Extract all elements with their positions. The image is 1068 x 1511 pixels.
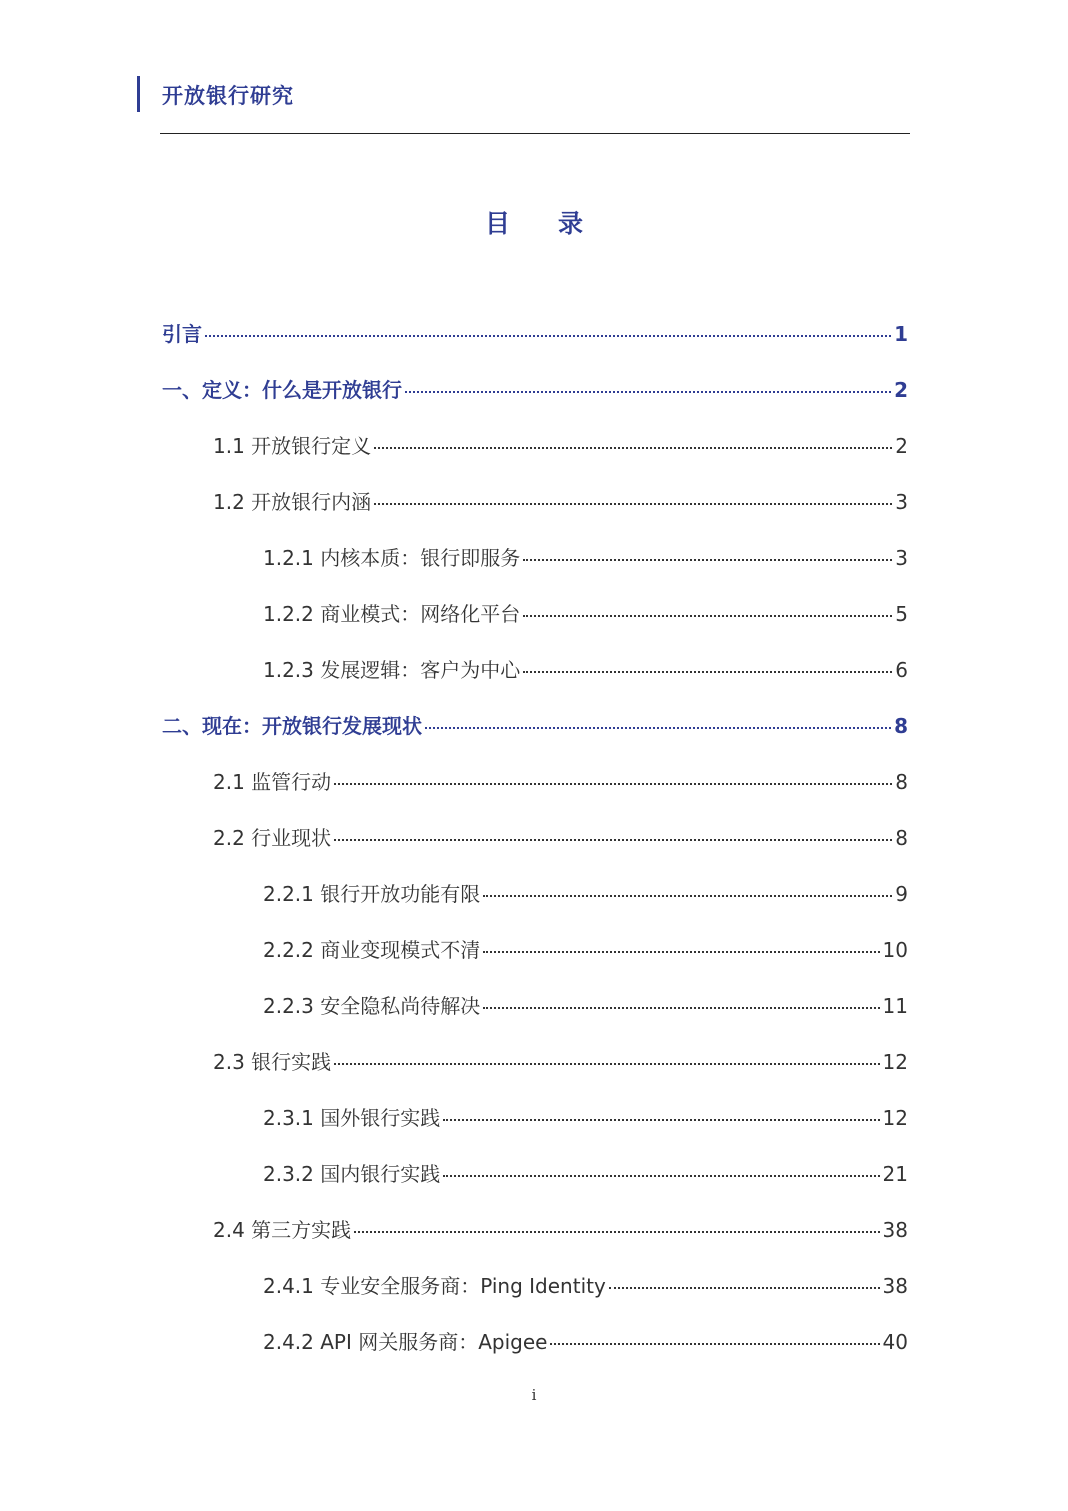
toc-entry-page: 2 <box>894 378 908 402</box>
toc-entry[interactable] <box>263 1270 908 1300</box>
toc-entry-label: 2.3.2 国内银行实践 <box>263 1162 441 1186</box>
toc-entry-label: 一、定义：什么是开放银行 <box>162 378 402 402</box>
toc-title: 目录 <box>484 209 631 238</box>
dot-leader <box>205 335 891 337</box>
toc-entry-page: 21 <box>882 1162 908 1186</box>
toc-entry-label: 2.2.2 商业变现模式不清 <box>263 938 481 962</box>
toc-entry-label: 2.2 行业现状 <box>213 826 332 850</box>
toc-entry-page: 38 <box>882 1218 908 1242</box>
dot-leader <box>609 1287 880 1289</box>
toc-entry[interactable] <box>162 374 908 404</box>
dot-leader <box>523 615 892 617</box>
dot-leader <box>483 895 892 897</box>
toc-entry[interactable] <box>213 1214 908 1244</box>
dot-leader <box>483 951 879 953</box>
dot-leader <box>523 671 892 673</box>
toc-entry-label: 二、现在：开放银行发展现状 <box>162 714 422 738</box>
toc-entry-page: 3 <box>895 490 908 514</box>
toc-entry-label: 1.1 开放银行定义 <box>213 434 372 458</box>
toc-entry-page: 8 <box>894 714 908 738</box>
toc-entry-page: 11 <box>882 994 908 1018</box>
toc-entry-page: 5 <box>895 602 908 626</box>
toc-entry-label: 2.4.1 专业安全服务商：Ping Identity <box>263 1274 606 1298</box>
toc-entry-label: 2.3 银行实践 <box>213 1050 332 1074</box>
toc-entry[interactable] <box>213 822 908 852</box>
dot-leader <box>443 1119 879 1121</box>
dot-leader <box>354 1231 879 1233</box>
toc-entry[interactable] <box>213 1046 908 1076</box>
toc-entry[interactable] <box>263 934 908 964</box>
toc-entry-page: 3 <box>895 546 908 570</box>
dot-leader <box>425 727 891 729</box>
toc-entry[interactable] <box>263 878 908 908</box>
dot-leader <box>443 1175 879 1177</box>
toc-entry-label: 1.2 开放银行内涵 <box>213 490 372 514</box>
toc-entry-label: 2.1 监管行动 <box>213 770 332 794</box>
toc-entry-label: 2.3.1 国外银行实践 <box>263 1106 441 1130</box>
header-accent-bar <box>137 76 140 112</box>
toc-entry-page: 2 <box>895 434 908 458</box>
dot-leader <box>374 503 892 505</box>
toc-entry-page: 1 <box>894 322 908 346</box>
toc-entry[interactable] <box>162 710 908 740</box>
toc-entry-page: 9 <box>895 882 908 906</box>
toc-entry[interactable] <box>263 542 908 572</box>
toc-entry-page: 10 <box>882 938 908 962</box>
toc-entry[interactable] <box>263 654 908 684</box>
toc-entry-label: 2.4 第三方实践 <box>213 1218 352 1242</box>
toc-entry-label: 2.2.1 银行开放功能有限 <box>263 882 481 906</box>
page-number: i <box>531 1386 537 1404</box>
toc-entry-page: 12 <box>882 1106 908 1130</box>
toc-entry-page: 8 <box>895 770 908 794</box>
toc-entry-label: 1.2.1 内核本质：银行即服务 <box>263 546 521 570</box>
dot-leader <box>374 447 892 449</box>
dot-leader <box>523 559 892 561</box>
toc-entry[interactable] <box>263 990 908 1020</box>
toc-entry[interactable] <box>213 766 908 796</box>
toc-entry[interactable] <box>263 598 908 628</box>
header-divider <box>160 133 910 134</box>
toc-entry[interactable] <box>162 318 908 348</box>
toc-entry-label: 2.4.2 API 网关服务商：Apigee <box>263 1330 548 1354</box>
running-header-title: 开放银行研究 <box>162 83 294 108</box>
toc-entry[interactable] <box>213 486 908 516</box>
toc-entry-label: 1.2.2 商业模式：网络化平台 <box>263 602 521 626</box>
dot-leader <box>334 783 892 785</box>
dot-leader <box>334 839 892 841</box>
dot-leader <box>550 1343 879 1345</box>
dot-leader <box>334 1063 879 1065</box>
toc-entry-page: 8 <box>895 826 908 850</box>
toc-entry[interactable] <box>263 1158 908 1188</box>
dot-leader <box>483 1007 879 1009</box>
toc-entry-page: 38 <box>882 1274 908 1298</box>
toc-entry-label: 2.2.3 安全隐私尚待解决 <box>263 994 481 1018</box>
toc-entry-page: 40 <box>882 1330 908 1354</box>
toc-entry[interactable] <box>263 1102 908 1132</box>
toc-entry-page: 6 <box>895 658 908 682</box>
dot-leader <box>405 391 891 393</box>
toc-entry-page: 12 <box>882 1050 908 1074</box>
toc-entry-label: 1.2.3 发展逻辑：客户为中心 <box>263 658 521 682</box>
toc-entry[interactable] <box>213 430 908 460</box>
toc-entry[interactable] <box>263 1326 908 1356</box>
toc-entry-label: 引言 <box>162 322 202 346</box>
